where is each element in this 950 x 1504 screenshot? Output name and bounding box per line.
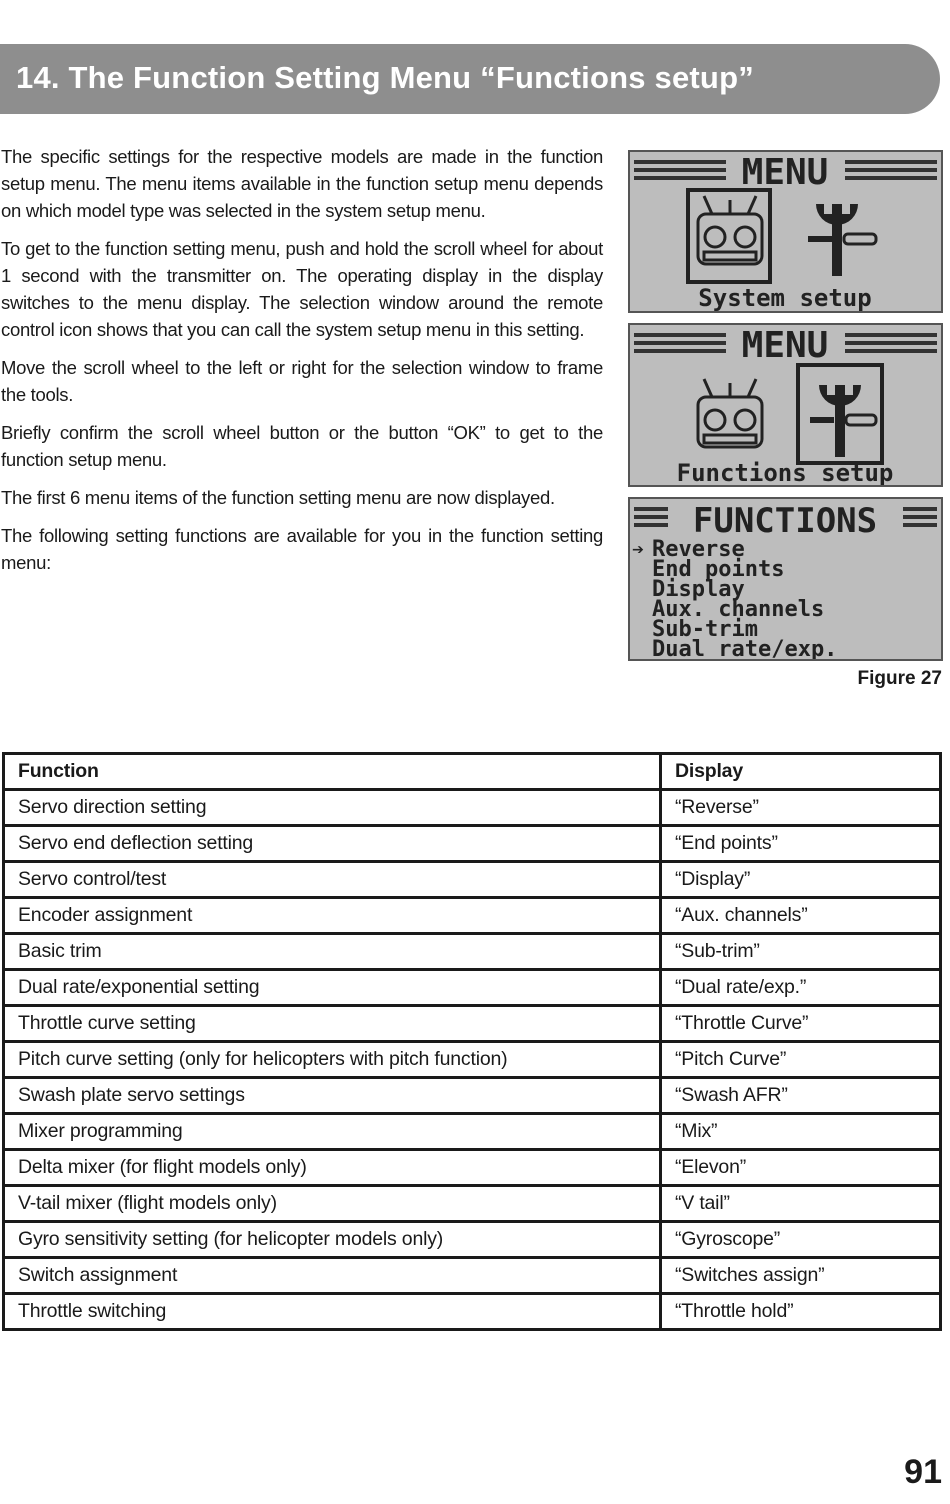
- lcd-caption: Functions setup: [676, 459, 894, 485]
- lcd-screen-functions-list: [628, 497, 943, 661]
- display-cell: “End points”: [661, 826, 941, 862]
- table-row: [4, 862, 941, 898]
- column-header-function: Function: [4, 754, 661, 790]
- display-cell: “Switches assign”: [661, 1258, 941, 1294]
- tools-icon: [810, 385, 876, 457]
- display-cell: “Throttle hold”: [661, 1294, 941, 1330]
- function-cell: Pitch curve setting (only for helicopters with pitch function): [4, 1042, 661, 1078]
- function-cell: Switch assignment: [4, 1258, 661, 1294]
- table-row: [4, 1078, 941, 1114]
- function-cell: Gyro sensitivity setting (for helicopter models only): [4, 1222, 661, 1258]
- table-header-row: [4, 754, 941, 790]
- figure-caption: Figure 27: [857, 668, 942, 689]
- lcd-title: FUNCTIONS: [692, 501, 878, 541]
- display-cell: “Dual rate/exp.”: [661, 970, 941, 1006]
- table-row: [4, 970, 941, 1006]
- paragraph: Briefly confirm the scroll wheel button or the button “OK” to get to the function setup menu.: [1, 422, 603, 470]
- lcd-screen-functions-setup: [628, 323, 943, 487]
- function-cell: Servo direction setting: [4, 790, 661, 826]
- paragraph: The following setting functions are available for you in the function setting menu:: [1, 525, 603, 573]
- function-cell: Throttle switching: [4, 1294, 661, 1330]
- table-row: [4, 934, 941, 970]
- body-text: [1, 143, 603, 587]
- paragraph: The first 6 menu items of the function setting menu are now displayed.: [1, 487, 555, 508]
- function-cell: Throttle curve setting: [4, 1006, 661, 1042]
- function-cell: V-tail mixer (flight models only): [4, 1186, 661, 1222]
- lcd-menu-item: Reverse: [652, 537, 745, 562]
- paragraph: Move the scroll wheel to the left or right for the selection window to frame the tools.: [1, 357, 603, 405]
- display-cell: “Gyroscope”: [661, 1222, 941, 1258]
- table-row: [4, 1042, 941, 1078]
- remote-control-icon: [698, 379, 762, 447]
- lcd-title: MENU: [741, 152, 829, 193]
- lcd-caption: System setup: [698, 284, 872, 311]
- function-cell: Encoder assignment: [4, 898, 661, 934]
- display-cell: “Throttle Curve”: [661, 1006, 941, 1042]
- lcd-menu-item: Display: [652, 577, 745, 602]
- display-cell: “Sub-trim”: [661, 934, 941, 970]
- function-cell: Dual rate/exponential setting: [4, 970, 661, 1006]
- tools-icon: [808, 204, 876, 276]
- function-cell: Delta mixer (for flight models only): [4, 1150, 661, 1186]
- menu-cursor-icon: ➔: [632, 537, 645, 561]
- display-cell: “Swash AFR”: [661, 1078, 941, 1114]
- paragraph: To get to the function setting menu, push and hold the scroll wheel for about 1 second with the transmitter on. The operating display in the display switches to the menu display. The selection window around the remote control icon shows that you can call the system setup menu in this setting.: [1, 238, 603, 340]
- table-row: [4, 1150, 941, 1186]
- table-row: [4, 1222, 941, 1258]
- lcd-menu-item: End points: [652, 557, 785, 582]
- lcd-screen-system-setup: [628, 150, 943, 313]
- section-title: 14. The Function Setting Menu “Functions setup”: [16, 60, 754, 95]
- display-cell: “V tail”: [661, 1186, 941, 1222]
- functions-table: [2, 752, 942, 1331]
- table-row: [4, 1186, 941, 1222]
- display-cell: “Display”: [661, 862, 941, 898]
- section-header: [0, 44, 940, 114]
- table-row: [4, 1114, 941, 1150]
- remote-control-icon: [698, 196, 762, 264]
- function-cell: Swash plate servo settings: [4, 1078, 661, 1114]
- lcd-menu-item: Aux. channels: [652, 597, 825, 622]
- table-row: [4, 898, 941, 934]
- table-row: [4, 1258, 941, 1294]
- function-cell: Servo end deflection setting: [4, 826, 661, 862]
- table-row: [4, 826, 941, 862]
- display-cell: “Elevon”: [661, 1150, 941, 1186]
- display-cell: “Mix”: [661, 1114, 941, 1150]
- lcd-menu-item: Sub-trim: [652, 617, 758, 642]
- display-cell: “Pitch Curve”: [661, 1042, 941, 1078]
- table-row: [4, 1006, 941, 1042]
- page-number: 91: [904, 1453, 942, 1491]
- lcd-menu-item: Dual rate/exp.: [652, 637, 838, 659]
- table-row: [4, 1294, 941, 1330]
- table-row: [4, 790, 941, 826]
- function-cell: Mixer programming: [4, 1114, 661, 1150]
- column-header-display: Display: [661, 754, 941, 790]
- paragraph: The specific settings for the respective models are made in the function setup menu. The menu items available in the function setup menu depends on which model type was selected in the system setup menu.: [1, 146, 603, 221]
- function-cell: Servo control/test: [4, 862, 661, 898]
- function-cell: Basic trim: [4, 934, 661, 970]
- lcd-title: MENU: [741, 325, 829, 366]
- display-cell: “Aux. channels”: [661, 898, 941, 934]
- display-cell: “Reverse”: [661, 790, 941, 826]
